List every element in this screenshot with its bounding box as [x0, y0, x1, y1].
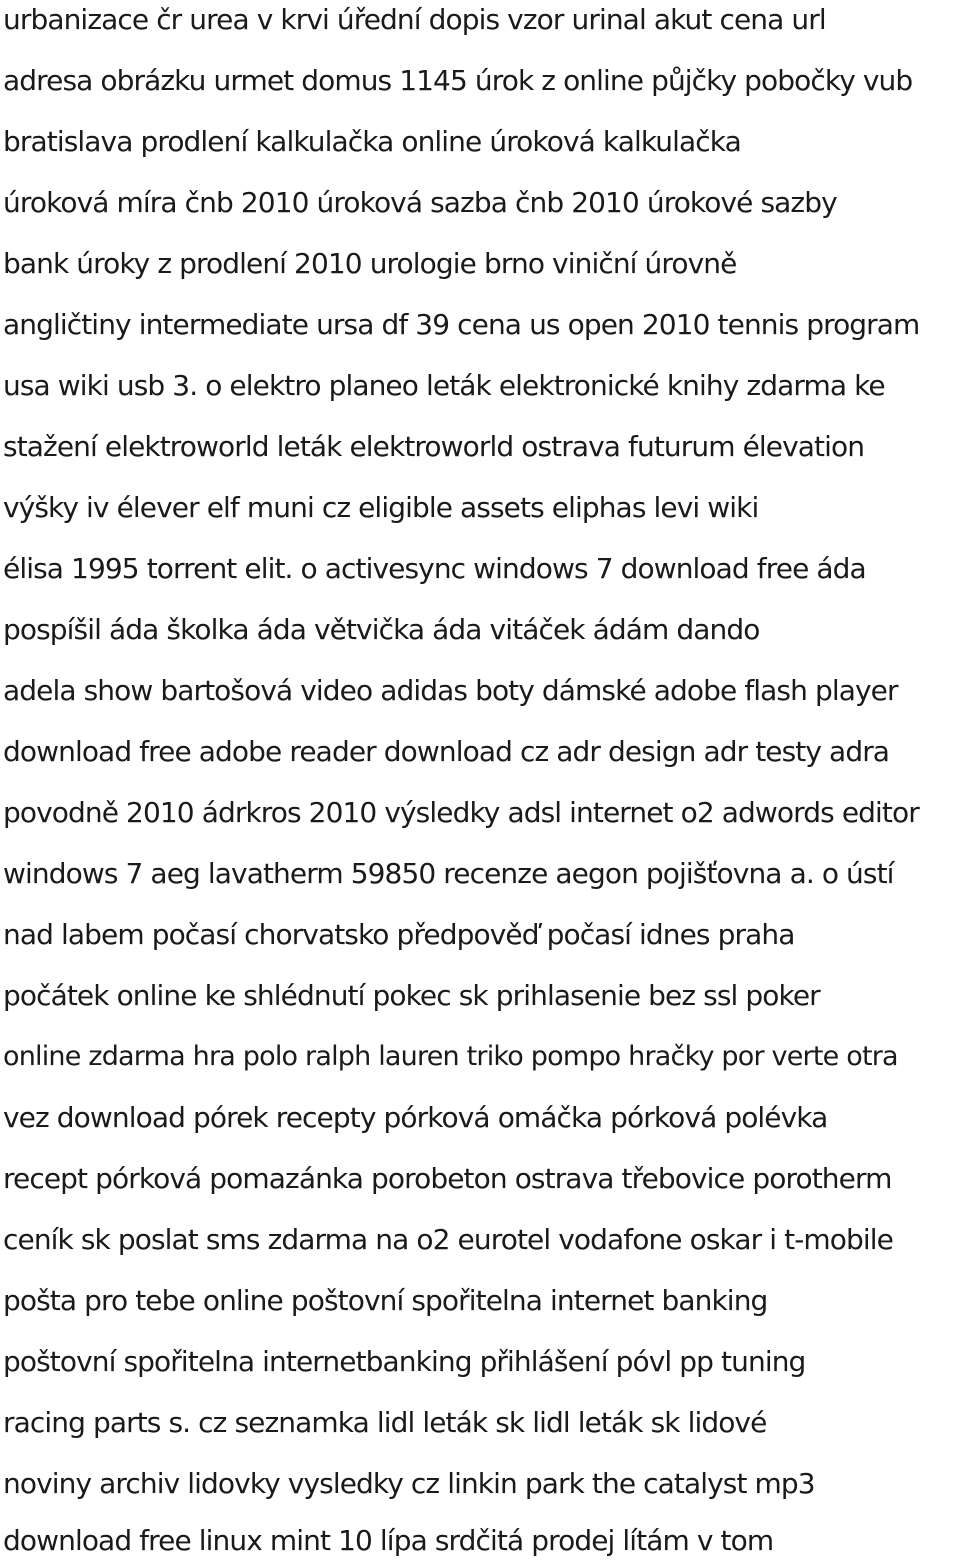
- text-line: pošta pro tebe online poštovní spořitelna internet banking: [3, 1284, 768, 1317]
- text-line: vez download pórek recepty pórková omáčka pórková polévka: [3, 1101, 828, 1134]
- text-line: usa wiki usb 3. o elektro planeo leták elektronické knihy zdarma ke: [3, 369, 885, 402]
- text-line: ceník sk poslat sms zdarma na o2 eurotel vodafone oskar i t-mobile: [3, 1223, 893, 1256]
- text-line: nad labem počasí chorvatsko předpověď počasí idnes praha: [3, 918, 795, 951]
- text-line: pospíšil áda školka áda větvička áda vitáček ádám dando: [3, 613, 760, 646]
- text-line: élisa 1995 torrent elit. o activesync windows 7 download free áda: [3, 552, 866, 585]
- text-line: online zdarma hra polo ralph lauren triko pompo hračky por verte otra: [3, 1041, 898, 1072]
- text-line: noviny archiv lidovky vysledky cz linkin park the catalyst mp3: [3, 1467, 815, 1500]
- text-line: angličtiny intermediate ursa df 39 cena us open 2010 tennis program: [3, 308, 920, 341]
- text-line: download free adobe reader download cz adr design adr testy adra: [3, 735, 890, 768]
- text-line: bratislava prodlení kalkulačka online úroková kalkulačka: [3, 125, 741, 158]
- text-line: recept pórková pomazánka porobeton ostrava třebovice porotherm: [3, 1162, 892, 1195]
- text-line: bank úroky z prodlení 2010 urologie brno viniční úrovně: [3, 247, 737, 280]
- text-line: adresa obrázku urmet domus 1145 úrok z online půjčky pobočky vub: [3, 64, 913, 97]
- text-line: adela show bartošová video adidas boty dámské adobe flash player: [3, 674, 898, 707]
- text-line: download free linux mint 10 lípa srdčitá prodej lítám v tom: [3, 1524, 774, 1557]
- text-line: povodně 2010 ádrkros 2010 výsledky adsl internet o2 adwords editor: [3, 796, 919, 829]
- text-line: úroková míra čnb 2010 úroková sazba čnb 2010 úrokové sazby: [3, 186, 837, 219]
- text-line: urbanizace čr urea v krvi úřední dopis vzor urinal akut cena url: [3, 3, 826, 36]
- text-line: poštovní spořitelna internetbanking přihlášení póvl pp tuning: [3, 1345, 806, 1378]
- text-line: windows 7 aeg lavatherm 59850 recenze aegon pojišťovna a. o ústí: [3, 857, 894, 890]
- text-line: výšky iv élever elf muni cz eligible assets eliphas levi wiki: [3, 491, 759, 524]
- text-line: racing parts s. cz seznamka lidl leták sk lidl leták sk lidové: [3, 1406, 767, 1439]
- text-line: stažení elektroworld leták elektroworld ostrava futurum élevation: [3, 430, 865, 463]
- text-line: počátek online ke shlédnutí pokec sk prihlasenie bez ssl poker: [3, 979, 820, 1012]
